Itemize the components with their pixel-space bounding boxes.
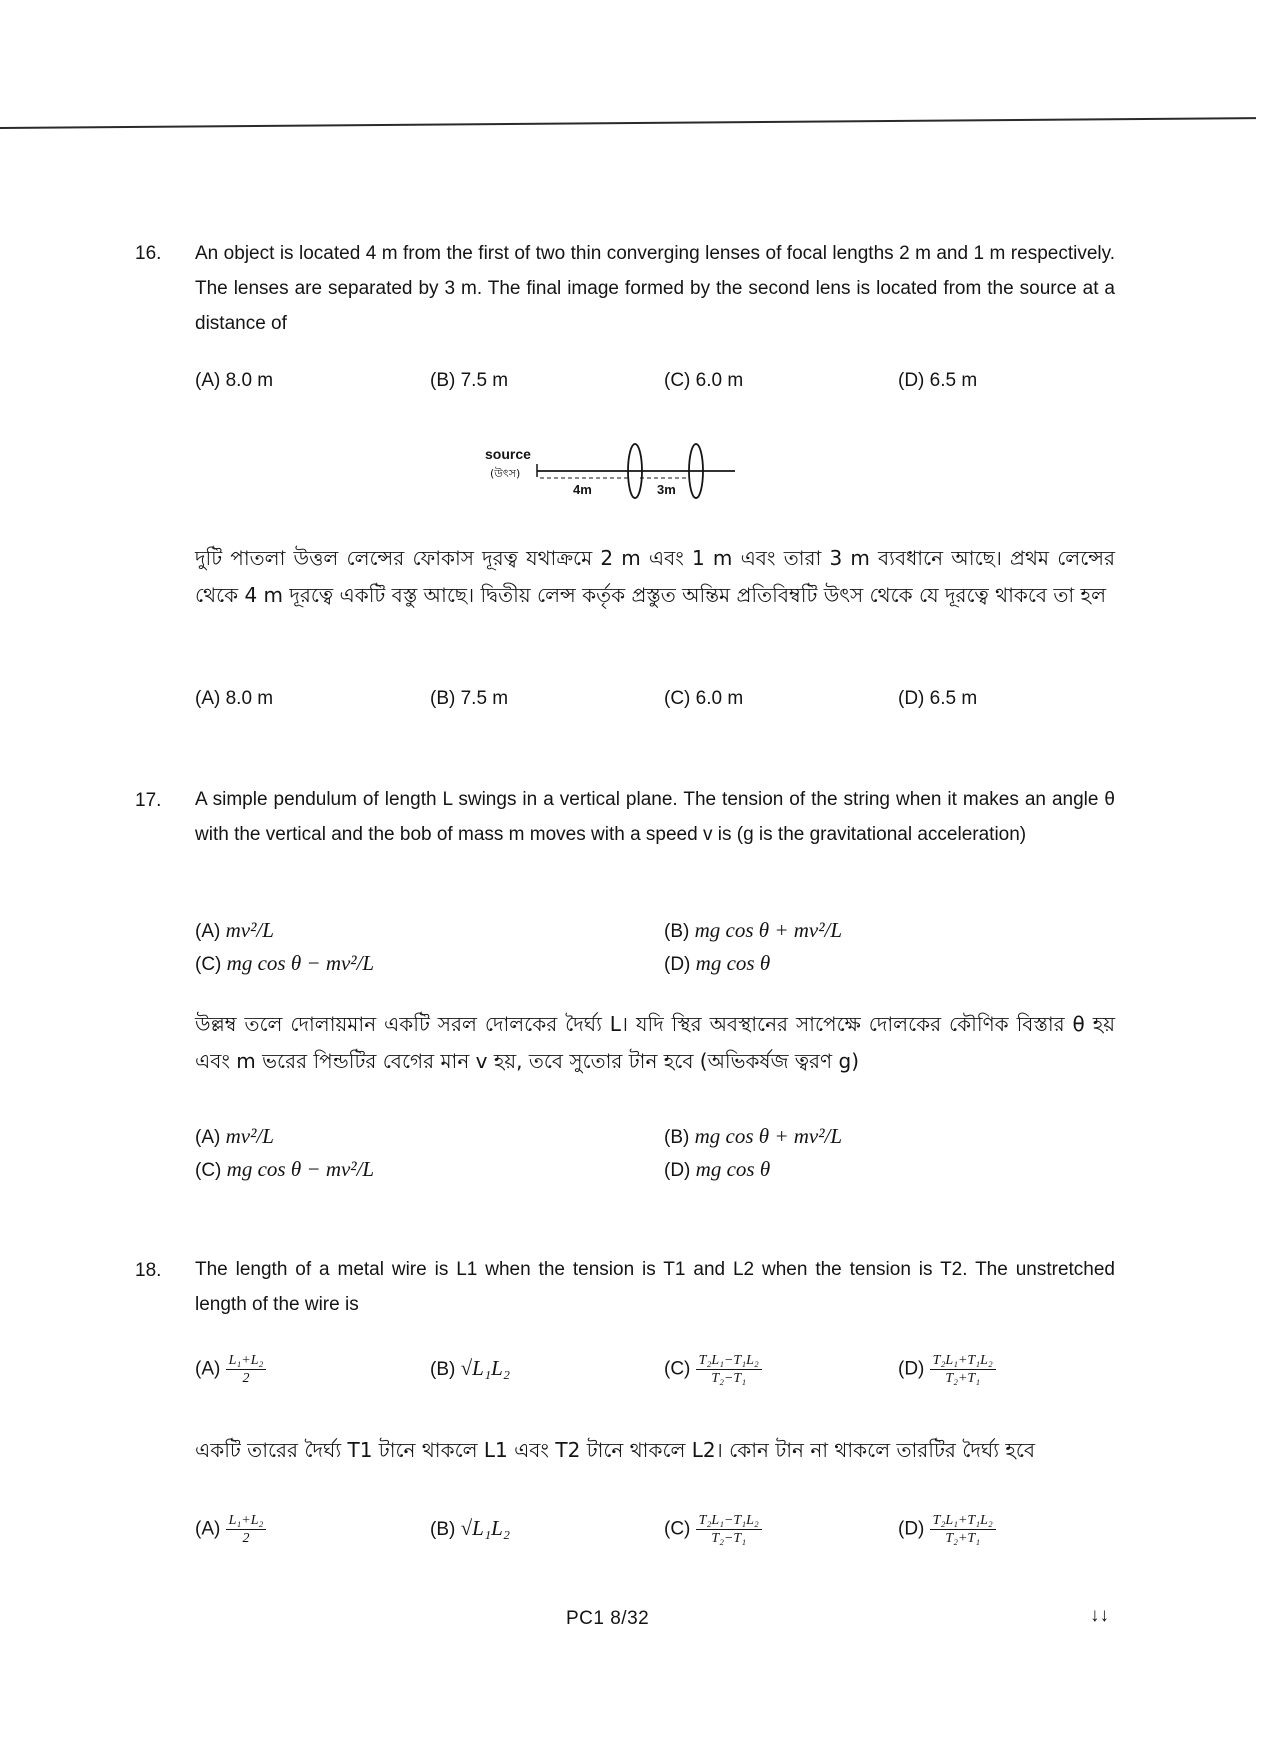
option-a-bengali: (A) 8.0 m [195,688,274,709]
question-text-bengali: দুটি পাতলা উত্তল লেন্সের ফোকাস দূরত্ব যথাক্রমে 2 m এবং 1 m এবং তারা 3 m ব্যবধানে আছে। প্রথম লেন্সের থেকে 4 m দূরত্বে একটি বস্তু আছে। দ্বিতীয় লেন্স কর্তৃক প্রস্তুত অন্তিম প্রতিবিম্বটি উৎস থেকে যে দূরত্বে থাকবে তা হল [195,546,1115,607]
lens-diagram [470,438,750,512]
distance-4m: 4m [573,482,592,497]
question-text: The length of a metal wire is L1 when the tension is T1 and L2 when the tension is T2. The unstretched length of the wire is [195,1259,1115,1315]
option-d-bengali: (D) $\frac{\text{T₂L₁+T₁L₂}}{\text{T₂+T₁}}$ [898,1512,996,1547]
option-a-bengali: (A) $\frac{\text{L₁+L₂}}{2}$ [195,1512,266,1547]
question-text: A simple pendulum of length L swings in a vertical plane. The tension of the string when it makes an angle θ with the vertical and the bob of mass m moves with a speed v is (g is the gravitational acceleration) [195,789,1115,845]
option-d: (D) $\frac{\text{T₂L₁+T₁L₂}}{\text{T₂+T₁}}$ [898,1352,996,1387]
question-text-bengali: উল্লম্ব তলে দোলায়মান একটি সরল দোলকের দৈর্ঘ্য L। যদি স্থির অবস্থানের সাপেক্ষে দোলকের কৌণিক বিস্তার θ হয় এবং m ভরের পিন্ডটির বেগের মান v হয়, তবে সুতোর টান হবে (অভিকর্ষজ ত্বরণ g) [195,1012,1115,1073]
option-a-bengali: (A) mv²/L [195,1124,274,1148]
option-b-bengali: (B) mg cos θ + mv²/L [664,1124,843,1148]
option-c-bengali: (C) 6.0 m [664,688,744,709]
question-text-bengali: একটি তারের দৈর্ঘ্য T1 টানে থাকলে L1 এবং T2 টানে থাকলে L2। কোন টান না থাকলে তারটির দৈর্ঘ্য হবে [195,1438,1036,1462]
option-b: (B) mg cos θ + mv²/L [664,918,843,942]
option-c: (C) $\frac{\text{T₂L₁−T₁L₂}}{\text{T₂−T₁}}$ [664,1352,762,1387]
option-a: (A) $\frac{\text{L₁+L₂}}{2}$ [195,1352,266,1387]
option-a: (A) 8.0 m [195,370,274,391]
question-number: 17. [135,790,162,811]
distance-3m: 3m [657,482,676,497]
option-c: (C) 6.0 m [664,370,744,391]
source-label: source [485,446,531,462]
page-mark: ↓↓ [1090,1605,1109,1626]
option-b-bengali: (B) 7.5 m [430,688,509,709]
option-b-bengali: (B) √L₁L₂ [430,1516,511,1540]
option-d: (D) 6.5 m [898,370,978,391]
option-d: (D) mg cos θ [664,951,771,975]
option-b: (B) 7.5 m [430,370,509,391]
option-b: (B) √L₁L₂ [430,1356,511,1380]
question-number: 16. [135,243,162,264]
source-label-bn: (উৎস) [490,467,521,480]
option-c: (C) mg cos θ − mv²/L [195,951,375,975]
question-text: An object is located 4 m from the first of two thin converging lenses of focal lengths 2 m and 1 m respectively. The lenses are separated by 3 m. The final image formed by the second lens is located from the source at a distance of [195,243,1115,334]
header-rule [0,117,1256,129]
option-d-bengali: (D) 6.5 m [898,688,978,709]
option-c-bengali: (C) $\frac{\text{T₂L₁−T₁L₂}}{\text{T₂−T₁}}$ [664,1512,762,1547]
option-a: (A) mv²/L [195,918,274,942]
question-number: 18. [135,1260,162,1281]
page-number: PC1 8/32 [566,1608,650,1629]
option-d-bengali: (D) mg cos θ [664,1157,771,1181]
option-c-bengali: (C) mg cos θ − mv²/L [195,1157,375,1181]
